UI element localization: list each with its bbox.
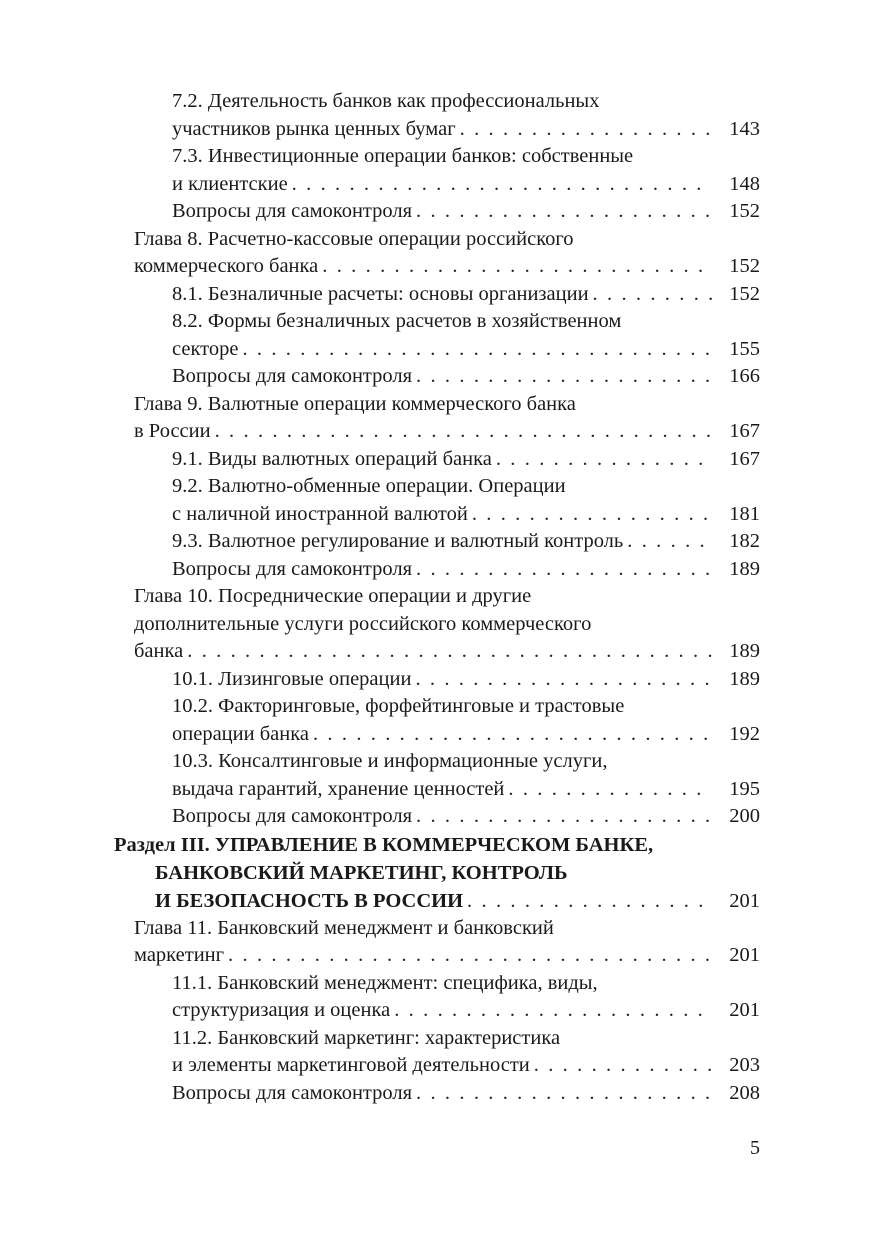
page-ref: 201 <box>729 889 760 912</box>
table-of-contents <box>0 88 876 1107</box>
toc-entry-text: Глава 9. Валютные операции коммерческого банка <box>134 392 576 415</box>
toc-entry-7-2[interactable] <box>0 88 876 143</box>
toc-entry-text: 10.1. Лизинговые операции <box>172 667 412 690</box>
page-ref: 167 <box>729 420 760 442</box>
toc-entry-text: Глава 10. Посреднические операции и другие <box>134 585 532 607</box>
page-ref: 208 <box>729 1081 760 1104</box>
leader-dots <box>416 363 712 391</box>
leader-dots <box>242 336 712 364</box>
page-ref: 182 <box>729 530 760 552</box>
toc-entry-questions-10[interactable] <box>0 803 876 831</box>
toc-entry-text: 7.3. Инвестиционные операции банков: собственные <box>172 145 634 167</box>
leader-dots <box>460 116 712 144</box>
toc-entry-text: 9.1. Виды валютных операций банка <box>172 447 492 470</box>
page-number: 5 <box>750 1137 760 1159</box>
page-ref: 167 <box>729 447 760 470</box>
leader-dots <box>472 501 712 529</box>
page-ref: 155 <box>729 337 760 360</box>
leader-dots <box>467 887 712 915</box>
toc-entry-questions-8[interactable] <box>0 363 876 391</box>
leader-dots <box>627 528 712 556</box>
toc-entry-9-1[interactable] <box>0 446 876 474</box>
toc-entry-text: Вопросы для самоконтроля <box>172 805 413 827</box>
toc-entry-9-2[interactable] <box>0 473 876 528</box>
toc-entry-9-3[interactable] <box>0 528 876 556</box>
toc-entry-text: 11.2. Банковский маркетинг: характеристика <box>172 1026 561 1049</box>
leader-dots <box>496 446 712 474</box>
page-ref: 192 <box>729 722 760 745</box>
page-ref: 189 <box>729 667 760 690</box>
leader-dots <box>313 721 712 749</box>
page-ref: 189 <box>729 557 760 580</box>
toc-entry-text: структуризация и оценка <box>172 999 391 1021</box>
toc-entry-text: выдача гарантий, хранение ценностей <box>172 777 505 800</box>
toc-entry-text: Вопросы для самоконтроля <box>172 1081 413 1104</box>
toc-entry-text: маркетинг <box>134 944 225 966</box>
toc-entry-text: операции банка <box>172 722 309 745</box>
toc-entry-chapter-11[interactable] <box>0 915 876 970</box>
page-ref: 152 <box>729 255 760 277</box>
toc-entry-text: Глава 8. Расчетно-кассовые операции российского <box>134 227 574 250</box>
toc-entry-text: 10.2. Факторинговые, форфейтинговые и трастовые <box>172 695 625 717</box>
toc-entry-text: 8.1. Безналичные расчеты: основы организации <box>172 282 589 305</box>
toc-entry-text: в России <box>134 420 211 442</box>
toc-entry-chapter-10[interactable] <box>0 583 876 666</box>
toc-entry-text: секторе <box>172 337 239 360</box>
toc-entry-text: Вопросы для самоконтроля <box>172 557 413 580</box>
leader-dots <box>416 556 712 584</box>
leader-dots <box>508 776 712 804</box>
leader-dots <box>415 666 712 694</box>
toc-entry-text: 11.1. Банковский менеджмент: специфика, виды, <box>172 971 598 994</box>
toc-entry-questions-7[interactable] <box>0 198 876 226</box>
toc-entry-8-1[interactable] <box>0 281 876 309</box>
toc-entry-chapter-8[interactable] <box>0 226 876 281</box>
toc-entry-chapter-9[interactable] <box>0 391 876 446</box>
toc-entry-questions-11[interactable] <box>0 1080 876 1108</box>
toc-entry-text: банка <box>134 640 184 662</box>
toc-entry-text: с наличной иностранной валютой <box>172 502 468 525</box>
leader-dots <box>416 1080 712 1108</box>
toc-entry-text: участников рынка ценных бумаг <box>172 117 456 140</box>
page-ref: 200 <box>729 805 760 827</box>
toc-entry-11-2[interactable] <box>0 1025 876 1080</box>
toc-entry-questions-9[interactable] <box>0 556 876 584</box>
page-ref: 203 <box>729 1054 760 1076</box>
page-ref: 148 <box>729 172 760 195</box>
toc-entry-text: Вопросы для самоконтроля <box>172 365 413 387</box>
toc-entry-text: коммерческого банка <box>134 255 319 277</box>
page-ref: 166 <box>729 365 760 387</box>
page-ref: 181 <box>729 502 760 525</box>
leader-dots <box>228 942 712 970</box>
leader-dots <box>416 198 712 226</box>
toc-entry-7-3[interactable] <box>0 143 876 198</box>
toc-entry-8-2[interactable] <box>0 308 876 363</box>
leader-dots <box>292 171 712 199</box>
page-ref: 201 <box>729 999 760 1021</box>
toc-section-heading: БАНКОВСКИЙ МАРКЕТИНГ, КОНТРОЛЬ <box>155 861 568 884</box>
toc-entry-10-3[interactable] <box>0 748 876 803</box>
leader-dots <box>593 281 712 309</box>
leader-dots <box>416 803 712 831</box>
toc-entry-10-1[interactable] <box>0 666 876 694</box>
toc-entry-text: 8.2. Формы безналичных расчетов в хозяйственном <box>172 310 622 332</box>
leader-dots <box>394 997 712 1025</box>
toc-entry-11-1[interactable] <box>0 970 876 1025</box>
toc-entry-text: дополнительные услуги российского коммерческого <box>134 612 592 635</box>
leader-dots <box>322 253 712 281</box>
toc-section-heading: Раздел III. УПРАВЛЕНИЕ В КОММЕРЧЕСКОМ БАНКЕ, <box>114 833 654 856</box>
toc-entry-text: Глава 11. Банковский менеджмент и банковский <box>134 916 554 939</box>
toc-entry-text: и клиентские <box>172 172 288 195</box>
leader-dots <box>534 1052 712 1080</box>
page-ref: 189 <box>729 640 760 662</box>
toc-entry-text: 10.3. Консалтинговые и информационные услуги, <box>172 750 608 772</box>
page-ref: 201 <box>729 944 760 966</box>
toc-entry-text: 9.2. Валютно-обменные операции. Операции <box>172 475 566 497</box>
toc-entry-text: и элементы маркетинговой деятельности <box>172 1054 530 1076</box>
page-ref: 143 <box>729 117 760 140</box>
toc-section-heading: И БЕЗОПАСНОСТЬ В РОССИИ <box>155 889 464 912</box>
leader-dots <box>187 638 712 666</box>
page-ref: 195 <box>729 777 760 800</box>
leader-dots <box>215 418 712 446</box>
toc-entry-10-2[interactable] <box>0 693 876 748</box>
toc-entry-text: Вопросы для самоконтроля <box>172 200 413 222</box>
toc-entry-text: 7.2. Деятельность банков как профессиональных <box>172 90 600 112</box>
toc-entry-text: 9.3. Валютное регулирование и валютный контроль <box>172 530 624 552</box>
toc-entry-section-3[interactable] <box>0 831 876 915</box>
page-ref: 152 <box>729 200 760 222</box>
page-ref: 152 <box>729 282 760 305</box>
